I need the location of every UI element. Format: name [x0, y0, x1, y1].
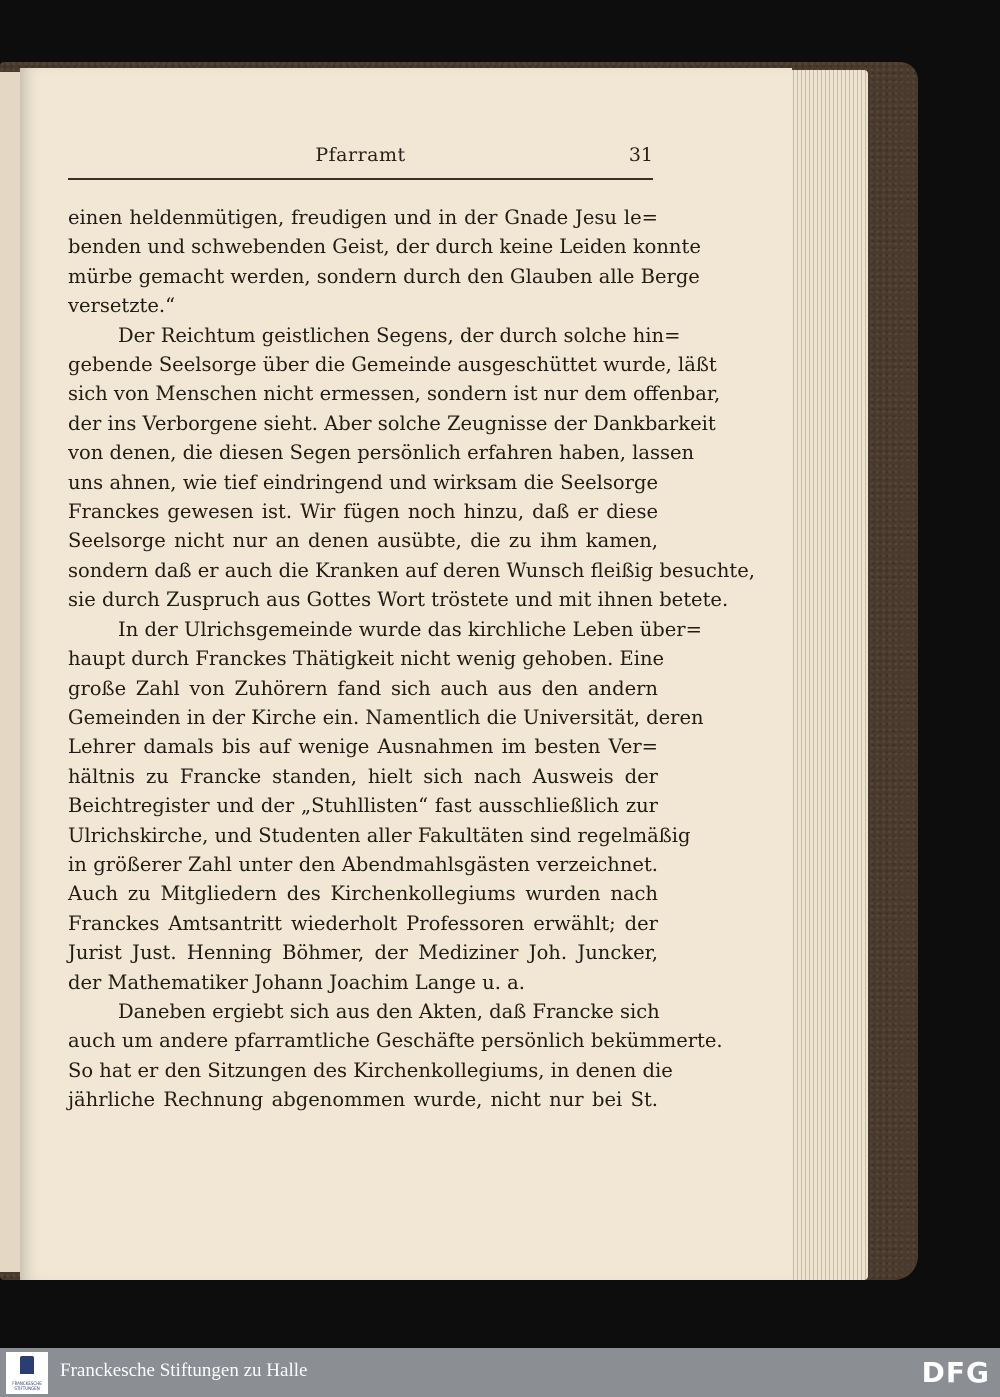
text-line: sie durch Zuspruch aus Gottes Wort tröstete und mit ihnen betete.: [68, 588, 729, 612]
institution-name: Franckesche Stiftungen zu Halle: [60, 1360, 308, 1381]
text-line: Franckes Amtsantritt wiederholt Professoren erwählt; der: [68, 911, 658, 935]
page-header: [68, 140, 653, 180]
text-line: auch um andere pfarramtliche Geschäfte persönlich bekümmerte.: [68, 1029, 723, 1053]
text-line: versetzte.“: [68, 294, 176, 318]
text-line: große Zahl von Zuhörern fand sich auch aus den andern: [68, 676, 658, 700]
dfg-logo[interactable]: DFG: [921, 1356, 990, 1389]
text-line: von denen, die diesen Segen persönlich erfahren haben, lassen: [68, 441, 695, 465]
text-line: jährliche Rechnung abgenommen wurde, nicht nur bei St.: [68, 1088, 658, 1112]
text-line: Beichtregister und der „Stuhllisten“ fast ausschließlich zur: [68, 794, 658, 818]
institution-logo[interactable]: [6, 1352, 48, 1394]
text-line: Franckes gewesen ist. Wir fügen noch hinzu, daß er diese: [68, 500, 658, 524]
text-line: in größerer Zahl unter den Abendmahlsgästen verzeichnet.: [68, 852, 658, 876]
text-line: Daneben ergiebt sich aus den Akten, daß Francke sich: [118, 999, 660, 1023]
text-line: Jurist Just. Henning Böhmer, der Mediziner Joh. Juncker,: [68, 941, 658, 965]
logo-label: FRANCKESCHE STIFTUNGEN: [12, 1381, 42, 1391]
text-line: Der Reichtum geistlichen Segens, der durch solche hin=: [118, 323, 681, 347]
text-line: uns ahnen, wie tief eindringend und wirksam die Seelsorge: [68, 470, 658, 494]
text-line: Lehrer damals bis auf wenige Ausnahmen im besten Ver=: [68, 735, 658, 759]
facing-page-edge: [0, 72, 22, 1272]
text-line: einen heldenmütigen, freudigen und in der Gnade Jesu le=: [68, 206, 658, 229]
text-line: hältnis zu Francke standen, hielt sich nach Ausweis der: [68, 764, 658, 788]
page-block-edges: [790, 70, 868, 1280]
viewer-footer: [0, 1348, 1000, 1397]
text-line: benden und schwebenden Geist, der durch keine Leiden konnte: [68, 235, 701, 259]
body-text: [68, 203, 755, 1115]
text-line: Seelsorge nicht nur an denen ausübte, die zu ihm kamen,: [68, 529, 658, 553]
text-line: In der Ulrichsgemeinde wurde das kirchliche Leben über=: [118, 617, 702, 641]
page-number: 31: [628, 144, 653, 166]
text-line: Gemeinden in der Kirche ein. Namentlich die Universität, deren: [68, 705, 704, 729]
text-line: der ins Verborgene sieht. Aber solche Zeugnisse der Dankbarkeit: [68, 411, 716, 435]
text-line: Ulrichskirche, und Studenten aller Fakultäten sind regelmäßig: [68, 823, 691, 847]
text-line: gebende Seelsorge über die Gemeinde ausgeschüttet wurde, läßt: [68, 353, 717, 377]
text-line: So hat er den Sitzungen des Kirchenkollegiums, in denen die: [68, 1058, 673, 1082]
text-line: haupt durch Franckes Thätigkeit nicht wenig gehoben. Eine: [68, 647, 665, 671]
text-line: der Mathematiker Johann Joachim Lange u. a.: [68, 970, 525, 994]
logo-building-icon: [20, 1356, 34, 1374]
text-line: mürbe gemacht werden, sondern durch den Glauben alle Berge: [68, 264, 700, 288]
text-line: sich von Menschen nicht ermessen, sondern ist nur dem offenbar,: [68, 382, 721, 406]
text-line: Auch zu Mitgliedern des Kirchenkollegiums wurden nach: [68, 882, 658, 906]
running-title: Pfarramt: [315, 144, 406, 166]
text-line: sondern daß er auch die Kranken auf deren Wunsch fleißig besuchte,: [68, 558, 755, 582]
